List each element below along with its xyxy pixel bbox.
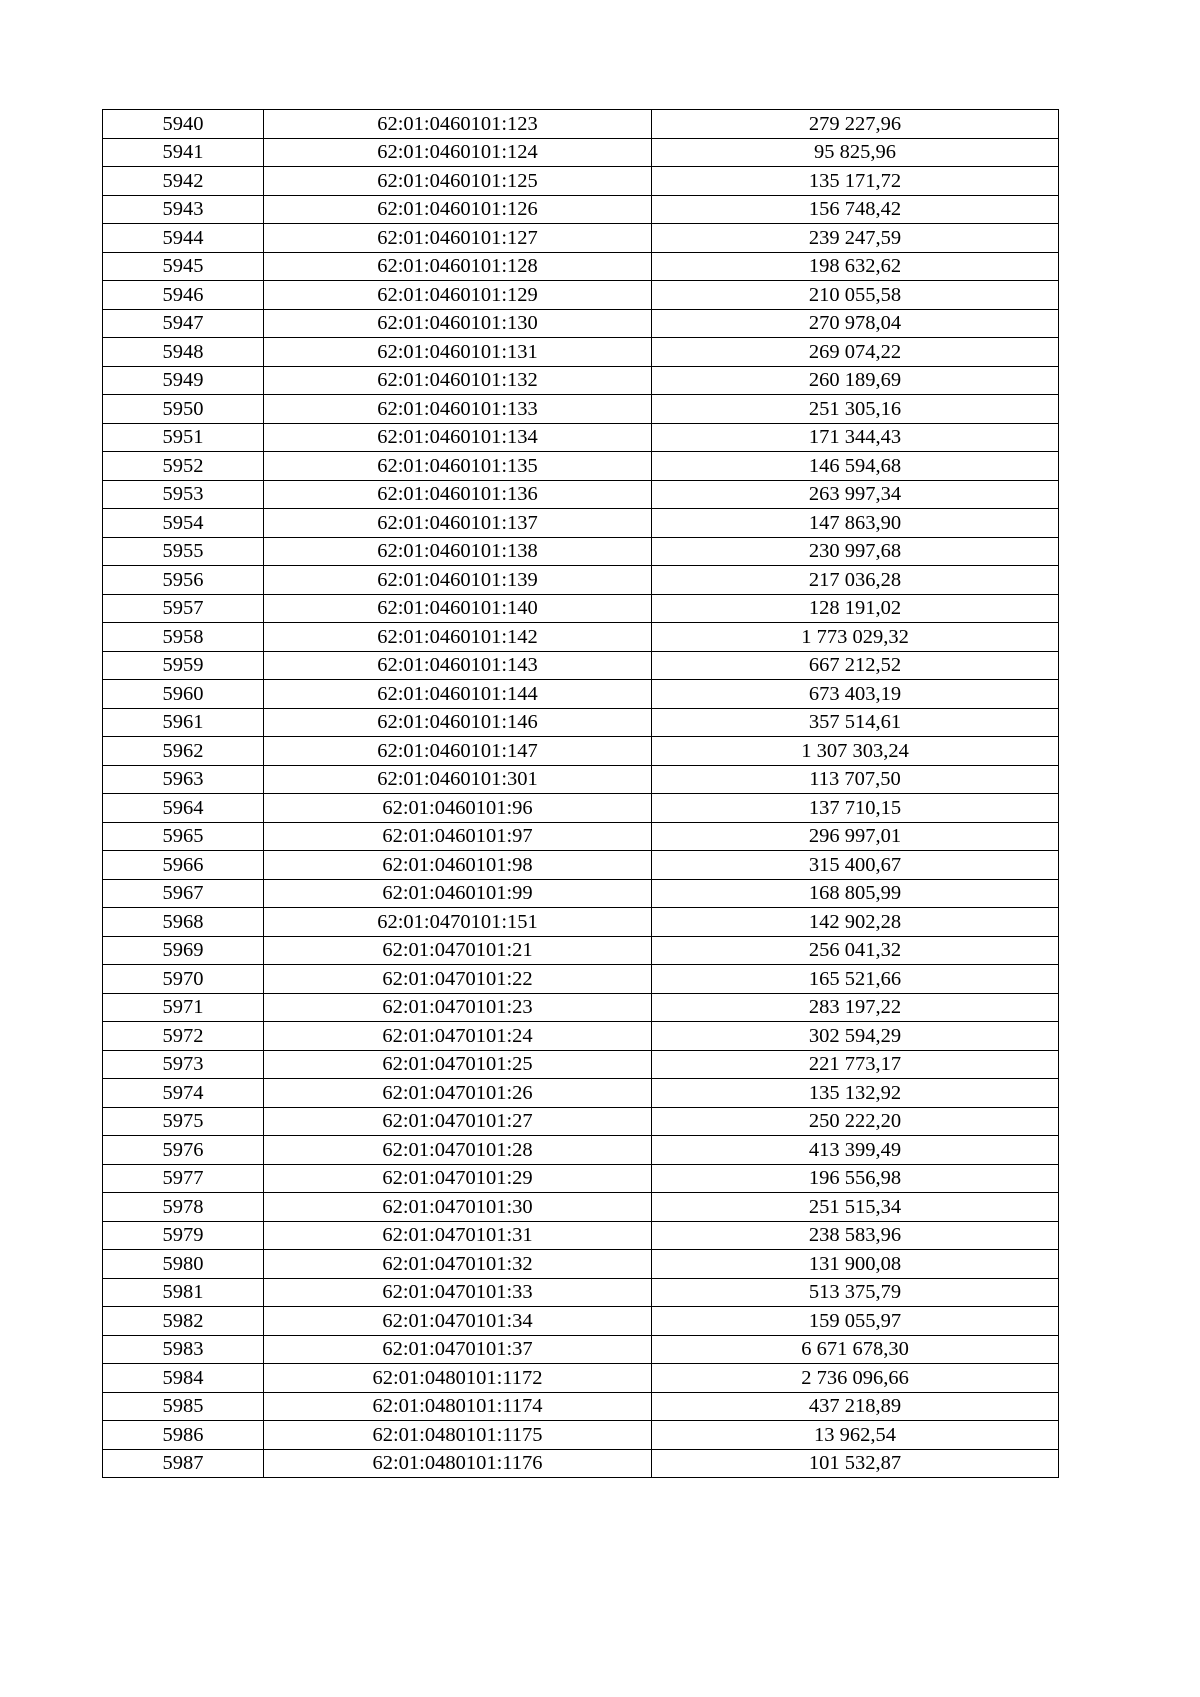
cadastral-number-cell: 62:01:0460101:146: [264, 708, 652, 737]
cadastral-number-cell: 62:01:0460101:123: [264, 110, 652, 139]
table-row: [103, 537, 1059, 566]
cadastral-value-cell: 251 515,34: [652, 1193, 1059, 1222]
row-number-cell: 5947: [103, 309, 264, 338]
table-row: [103, 1421, 1059, 1450]
table-row: [103, 224, 1059, 253]
cadastral-value-cell: 168 805,99: [652, 879, 1059, 908]
table-row: [103, 1278, 1059, 1307]
cadastral-value-cell: 171 344,43: [652, 423, 1059, 452]
cadastral-value-cell: 413 399,49: [652, 1136, 1059, 1165]
cadastral-value-cell: 513 375,79: [652, 1278, 1059, 1307]
cadastral-value-cell: 135 132,92: [652, 1079, 1059, 1108]
row-number-cell: 5981: [103, 1278, 264, 1307]
cadastral-number-cell: 62:01:0460101:125: [264, 167, 652, 196]
cadastral-number-cell: 62:01:0470101:33: [264, 1278, 652, 1307]
cadastral-value-cell: 1 773 029,32: [652, 623, 1059, 652]
cadastral-value-cell: 270 978,04: [652, 309, 1059, 338]
cadastral-value-cell: 165 521,66: [652, 965, 1059, 994]
cadastral-number-cell: 62:01:0460101:135: [264, 452, 652, 481]
table-row: [103, 395, 1059, 424]
cadastral-value-cell: 263 997,34: [652, 480, 1059, 509]
row-number-cell: 5976: [103, 1136, 264, 1165]
row-number-cell: 5969: [103, 936, 264, 965]
cadastral-number-cell: 62:01:0470101:151: [264, 908, 652, 937]
cadastral-number-cell: 62:01:0460101:136: [264, 480, 652, 509]
cadastral-number-cell: 62:01:0460101:133: [264, 395, 652, 424]
cadastral-value-cell: 6 671 678,30: [652, 1335, 1059, 1364]
cadastral-number-cell: 62:01:0460101:124: [264, 138, 652, 167]
row-number-cell: 5972: [103, 1022, 264, 1051]
cadastral-number-cell: 62:01:0460101:99: [264, 879, 652, 908]
cadastral-value-cell: 2 736 096,66: [652, 1364, 1059, 1393]
cadastral-value-cell: 250 222,20: [652, 1107, 1059, 1136]
row-number-cell: 5979: [103, 1221, 264, 1250]
row-number-cell: 5945: [103, 252, 264, 281]
cadastral-number-cell: 62:01:0470101:34: [264, 1307, 652, 1336]
cadastral-value-cell: 137 710,15: [652, 794, 1059, 823]
cadastral-number-cell: 62:01:0470101:26: [264, 1079, 652, 1108]
row-number-cell: 5955: [103, 537, 264, 566]
table-row: [103, 794, 1059, 823]
row-number-cell: 5959: [103, 651, 264, 680]
cadastral-value-cell: 159 055,97: [652, 1307, 1059, 1336]
cadastral-number-cell: 62:01:0460101:98: [264, 851, 652, 880]
table-row: [103, 1221, 1059, 1250]
cadastral-number-cell: 62:01:0460101:142: [264, 623, 652, 652]
row-number-cell: 5954: [103, 509, 264, 538]
cadastral-number-cell: 62:01:0460101:137: [264, 509, 652, 538]
row-number-cell: 5944: [103, 224, 264, 253]
table-row: [103, 1136, 1059, 1165]
cadastral-value-cell: 131 900,08: [652, 1250, 1059, 1279]
table-row: [103, 366, 1059, 395]
cadastral-value-table: [102, 109, 1059, 1478]
cadastral-number-cell: 62:01:0460101:138: [264, 537, 652, 566]
cadastral-number-cell: 62:01:0460101:143: [264, 651, 652, 680]
cadastral-value-cell: 198 632,62: [652, 252, 1059, 281]
table-row: [103, 1050, 1059, 1079]
table-row: [103, 309, 1059, 338]
table-row: [103, 993, 1059, 1022]
cadastral-value-cell: 128 191,02: [652, 594, 1059, 623]
table-row: [103, 452, 1059, 481]
cadastral-value-cell: 13 962,54: [652, 1421, 1059, 1450]
cadastral-value-cell: 147 863,90: [652, 509, 1059, 538]
table-row: [103, 167, 1059, 196]
cadastral-number-cell: 62:01:0470101:25: [264, 1050, 652, 1079]
cadastral-value-cell: 113 707,50: [652, 765, 1059, 794]
cadastral-value-cell: 667 212,52: [652, 651, 1059, 680]
row-number-cell: 5978: [103, 1193, 264, 1222]
row-number-cell: 5986: [103, 1421, 264, 1450]
cadastral-number-cell: 62:01:0460101:126: [264, 195, 652, 224]
cadastral-value-cell: 221 773,17: [652, 1050, 1059, 1079]
table-row: [103, 281, 1059, 310]
table-row: [103, 1164, 1059, 1193]
cadastral-number-cell: 62:01:0480101:1174: [264, 1392, 652, 1421]
cadastral-value-cell: 217 036,28: [652, 566, 1059, 595]
cadastral-number-cell: 62:01:0470101:37: [264, 1335, 652, 1364]
table-row: [103, 338, 1059, 367]
row-number-cell: 5963: [103, 765, 264, 794]
table-row: [103, 708, 1059, 737]
cadastral-number-cell: 62:01:0460101:130: [264, 309, 652, 338]
row-number-cell: 5975: [103, 1107, 264, 1136]
cadastral-value-cell: 315 400,67: [652, 851, 1059, 880]
row-number-cell: 5940: [103, 110, 264, 139]
cadastral-value-cell: 142 902,28: [652, 908, 1059, 937]
cadastral-number-cell: 62:01:0470101:31: [264, 1221, 652, 1250]
row-number-cell: 5974: [103, 1079, 264, 1108]
cadastral-value-cell: 302 594,29: [652, 1022, 1059, 1051]
cadastral-number-cell: 62:01:0460101:140: [264, 594, 652, 623]
table-row: [103, 480, 1059, 509]
row-number-cell: 5970: [103, 965, 264, 994]
row-number-cell: 5951: [103, 423, 264, 452]
cadastral-number-cell: 62:01:0460101:131: [264, 338, 652, 367]
cadastral-number-cell: 62:01:0470101:27: [264, 1107, 652, 1136]
cadastral-value-cell: 673 403,19: [652, 680, 1059, 709]
cadastral-number-cell: 62:01:0470101:29: [264, 1164, 652, 1193]
row-number-cell: 5958: [103, 623, 264, 652]
table-row: [103, 765, 1059, 794]
cadastral-value-cell: 196 556,98: [652, 1164, 1059, 1193]
table-row: [103, 1107, 1059, 1136]
row-number-cell: 5966: [103, 851, 264, 880]
table-row: [103, 965, 1059, 994]
row-number-cell: 5967: [103, 879, 264, 908]
table-row: [103, 1307, 1059, 1336]
table-row: [103, 1392, 1059, 1421]
row-number-cell: 5965: [103, 822, 264, 851]
row-number-cell: 5952: [103, 452, 264, 481]
row-number-cell: 5961: [103, 708, 264, 737]
row-number-cell: 5980: [103, 1250, 264, 1279]
cadastral-number-cell: 62:01:0480101:1176: [264, 1449, 652, 1478]
table-row: [103, 594, 1059, 623]
cadastral-number-cell: 62:01:0480101:1175: [264, 1421, 652, 1450]
table-row: [103, 1022, 1059, 1051]
row-number-cell: 5946: [103, 281, 264, 310]
row-number-cell: 5987: [103, 1449, 264, 1478]
table-row: [103, 651, 1059, 680]
row-number-cell: 5953: [103, 480, 264, 509]
cadastral-number-cell: 62:01:0480101:1172: [264, 1364, 652, 1393]
row-number-cell: 5971: [103, 993, 264, 1022]
table-row: [103, 623, 1059, 652]
table-row: [103, 138, 1059, 167]
table-row: [103, 1250, 1059, 1279]
table-body: [103, 110, 1059, 1478]
cadastral-value-cell: 101 532,87: [652, 1449, 1059, 1478]
cadastral-number-cell: 62:01:0460101:301: [264, 765, 652, 794]
cadastral-number-cell: 62:01:0470101:28: [264, 1136, 652, 1165]
table-row: [103, 1335, 1059, 1364]
cadastral-number-cell: 62:01:0470101:30: [264, 1193, 652, 1222]
table-row: [103, 110, 1059, 139]
table-row: [103, 879, 1059, 908]
table-row: [103, 195, 1059, 224]
table-row: [103, 851, 1059, 880]
table-row: [103, 737, 1059, 766]
row-number-cell: 5985: [103, 1392, 264, 1421]
cadastral-value-cell: 238 583,96: [652, 1221, 1059, 1250]
cadastral-number-cell: 62:01:0460101:97: [264, 822, 652, 851]
row-number-cell: 5950: [103, 395, 264, 424]
cadastral-value-cell: 269 074,22: [652, 338, 1059, 367]
cadastral-value-cell: 279 227,96: [652, 110, 1059, 139]
cadastral-number-cell: 62:01:0470101:32: [264, 1250, 652, 1279]
table-row: [103, 566, 1059, 595]
row-number-cell: 5956: [103, 566, 264, 595]
row-number-cell: 5948: [103, 338, 264, 367]
row-number-cell: 5943: [103, 195, 264, 224]
cadastral-value-cell: 357 514,61: [652, 708, 1059, 737]
cadastral-value-cell: 296 997,01: [652, 822, 1059, 851]
cadastral-value-cell: 156 748,42: [652, 195, 1059, 224]
cadastral-number-cell: 62:01:0470101:22: [264, 965, 652, 994]
row-number-cell: 5941: [103, 138, 264, 167]
cadastral-number-cell: 62:01:0470101:24: [264, 1022, 652, 1051]
cadastral-value-cell: 210 055,58: [652, 281, 1059, 310]
cadastral-number-cell: 62:01:0460101:127: [264, 224, 652, 253]
cadastral-number-cell: 62:01:0470101:23: [264, 993, 652, 1022]
table-row: [103, 936, 1059, 965]
table-row: [103, 908, 1059, 937]
row-number-cell: 5957: [103, 594, 264, 623]
cadastral-value-cell: 230 997,68: [652, 537, 1059, 566]
table-row: [103, 509, 1059, 538]
row-number-cell: 5964: [103, 794, 264, 823]
row-number-cell: 5960: [103, 680, 264, 709]
cadastral-value-cell: 283 197,22: [652, 993, 1059, 1022]
table-row: [103, 1193, 1059, 1222]
cadastral-number-cell: 62:01:0460101:134: [264, 423, 652, 452]
cadastral-value-cell: 437 218,89: [652, 1392, 1059, 1421]
cadastral-number-cell: 62:01:0460101:96: [264, 794, 652, 823]
table-row: [103, 822, 1059, 851]
row-number-cell: 5968: [103, 908, 264, 937]
row-number-cell: 5973: [103, 1050, 264, 1079]
table-row: [103, 423, 1059, 452]
cadastral-number-cell: 62:01:0460101:147: [264, 737, 652, 766]
cadastral-number-cell: 62:01:0460101:139: [264, 566, 652, 595]
cadastral-value-cell: 251 305,16: [652, 395, 1059, 424]
row-number-cell: 5982: [103, 1307, 264, 1336]
cadastral-number-cell: 62:01:0470101:21: [264, 936, 652, 965]
table-row: [103, 1449, 1059, 1478]
cadastral-value-cell: 146 594,68: [652, 452, 1059, 481]
cadastral-number-cell: 62:01:0460101:132: [264, 366, 652, 395]
cadastral-number-cell: 62:01:0460101:128: [264, 252, 652, 281]
row-number-cell: 5977: [103, 1164, 264, 1193]
cadastral-value-cell: 135 171,72: [652, 167, 1059, 196]
row-number-cell: 5962: [103, 737, 264, 766]
table-row: [103, 252, 1059, 281]
table-row: [103, 680, 1059, 709]
cadastral-value-cell: 1 307 303,24: [652, 737, 1059, 766]
row-number-cell: 5942: [103, 167, 264, 196]
row-number-cell: 5949: [103, 366, 264, 395]
cadastral-value-cell: 260 189,69: [652, 366, 1059, 395]
cadastral-value-cell: 239 247,59: [652, 224, 1059, 253]
cadastral-number-cell: 62:01:0460101:129: [264, 281, 652, 310]
row-number-cell: 5983: [103, 1335, 264, 1364]
cadastral-value-cell: 95 825,96: [652, 138, 1059, 167]
cadastral-number-cell: 62:01:0460101:144: [264, 680, 652, 709]
row-number-cell: 5984: [103, 1364, 264, 1393]
table-row: [103, 1079, 1059, 1108]
table-row: [103, 1364, 1059, 1393]
cadastral-value-cell: 256 041,32: [652, 936, 1059, 965]
